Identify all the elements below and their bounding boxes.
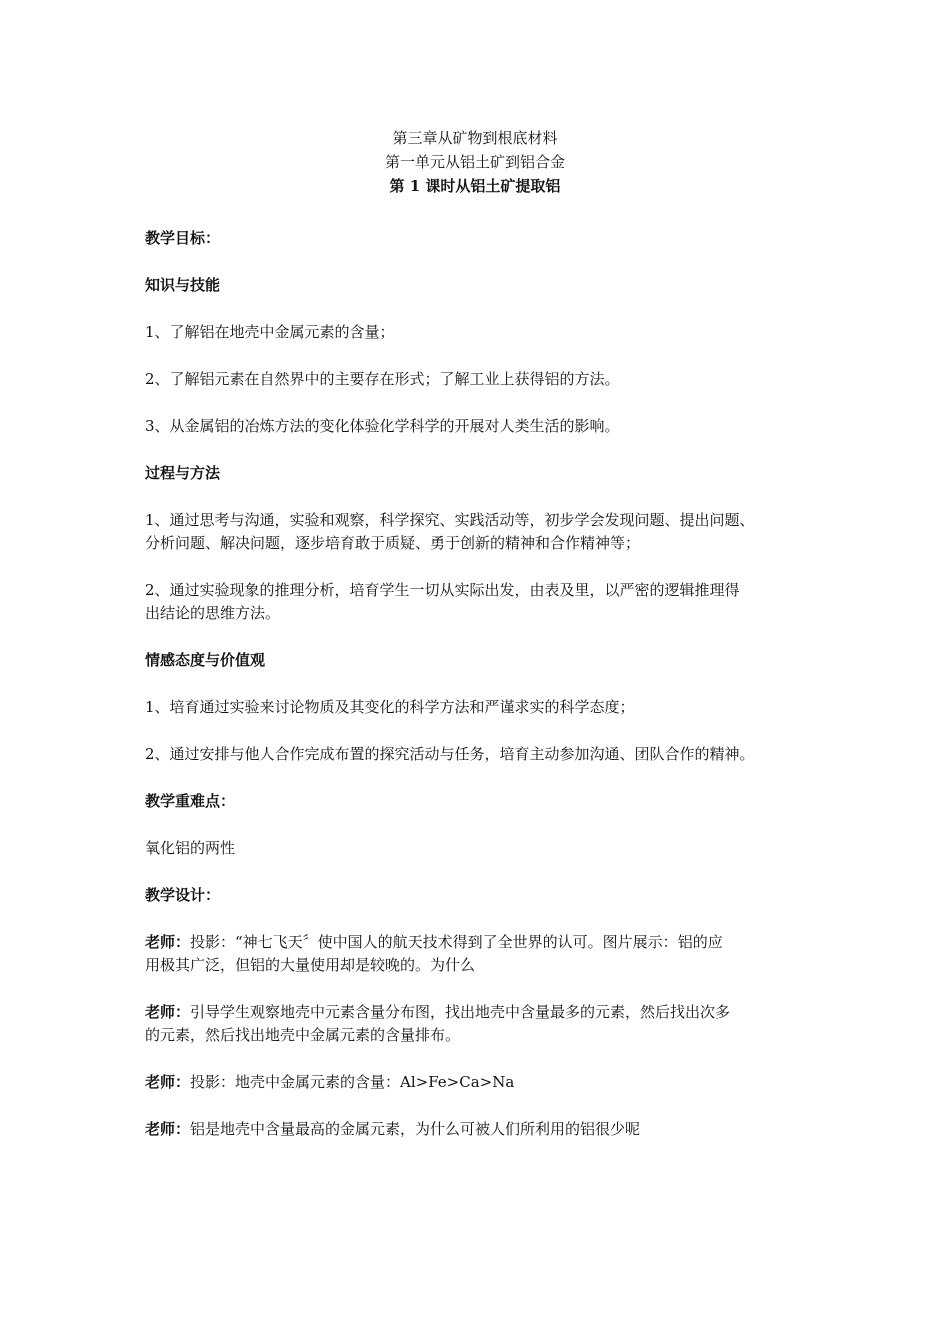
process-item: 1、通过思考与沟通，实验和观察，科学探究、实践活动等，初步学会发现问题、提出问题、 分析问题、解决问题，逐步培育敢于质疑、勇于创新的精神和合作精神等； xyxy=(145,511,755,552)
dialogue-text: 铝是地壳中含量最高的金属元素，为什么可被人们所利用的铝很少呢 xyxy=(190,1120,641,1138)
dialogue-entry xyxy=(145,931,825,977)
dialogue-entry xyxy=(145,1118,825,1141)
emotion-item: 2、通过安排与他人合作完成布置的探究活动与任务，培育主动参加沟通、团队合作的精神。 xyxy=(145,745,755,763)
speaker-label: 老师： xyxy=(145,1120,191,1138)
chapter-title: 第三章从矿物到根底材料 xyxy=(392,129,558,147)
dialogue-entry xyxy=(145,1001,825,1047)
knowledge-heading: 知识与技能 xyxy=(145,276,221,294)
emotion-heading: 情感态度与价值观 xyxy=(145,651,266,669)
key-points-text: 氧化铝的两性 xyxy=(145,839,236,857)
lesson-title: 第 1 课时从铝土矿提取铝 xyxy=(389,177,561,195)
key-points-heading: 教学重难点： xyxy=(145,792,236,810)
knowledge-item: 1、了解铝在地壳中金属元素的含量； xyxy=(145,323,395,341)
design-heading: 教学设计： xyxy=(145,886,221,904)
dialogue-text: 投影：“神七飞天〞使中国人的航天技术得到了全世界的认可。图片展示：铝的应 用极其广泛，但铝的大量使用却是较晚的。为什么 xyxy=(145,933,723,974)
dialogue-entry xyxy=(145,1071,825,1094)
document-body xyxy=(145,227,825,1165)
process-item: 2、通过实验现象的推理分析，培育学生一切从实际出发，由表及里，以严密的逻辑推理得 出结论的思维方法。 xyxy=(145,581,740,622)
dialogue-text: 投影：地壳中金属元素的含量：Al>Fe>Ca>Na xyxy=(190,1073,515,1091)
process-heading: 过程与方法 xyxy=(145,464,221,482)
emotion-item: 1、培育通过实验来讨论物质及其变化的科学方法和严谨求实的科学态度； xyxy=(145,698,635,716)
speaker-label: 老师： xyxy=(145,1003,191,1021)
unit-title: 第一单元从铝土矿到铝合金 xyxy=(384,153,565,171)
dialogue-text: 引导学生观察地壳中元素含量分布图，找出地壳中含量最多的元素，然后找出次多 的元素，然后找出地壳中金属元素的含量排布。 xyxy=(145,1003,731,1044)
title-block xyxy=(0,126,950,198)
knowledge-item: 2、了解铝元素在自然界中的主要存在形式；了解工业上获得铝的方法。 xyxy=(145,370,620,388)
knowledge-item: 3、从金属铝的冶炼方法的变化体验化学科学的开展对人类生活的影响。 xyxy=(145,417,620,435)
objectives-heading: 教学目标： xyxy=(145,229,221,247)
speaker-label: 老师： xyxy=(145,1073,191,1091)
speaker-label: 老师： xyxy=(145,933,191,951)
